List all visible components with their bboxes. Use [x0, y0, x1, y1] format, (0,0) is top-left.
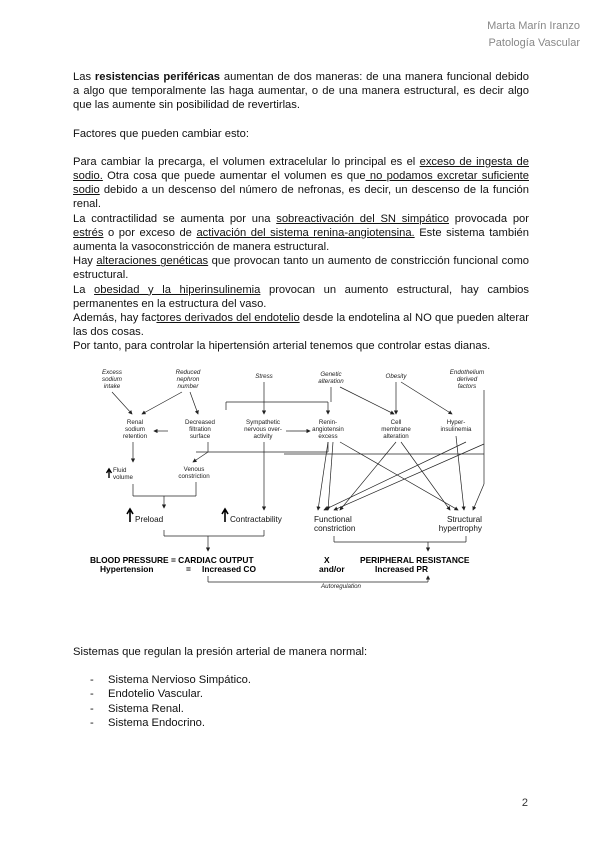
diagram-equation — [90, 555, 470, 590]
svg-text:derived: derived — [456, 376, 478, 383]
svg-text:Preload: Preload — [135, 515, 164, 524]
subject-name: Patología Vascular — [488, 37, 580, 49]
node-functional-constriction — [314, 515, 356, 533]
svg-text:Increased CO: Increased CO — [202, 564, 256, 574]
node-renal-sodium — [123, 419, 148, 440]
intro-bold-term: resistencias periféricas — [94, 71, 221, 83]
node-sympathetic — [244, 419, 282, 440]
diagram-connectors — [112, 382, 484, 582]
node-genetic — [318, 371, 344, 385]
svg-text:nervous over-: nervous over- — [244, 426, 282, 433]
svg-text:constriction: constriction — [314, 524, 356, 533]
svg-text:Reduced: Reduced — [175, 369, 201, 376]
node-reduced-nephron — [176, 369, 201, 390]
svg-text:Functional: Functional — [314, 515, 352, 524]
svg-text:Increased PR: Increased PR — [375, 564, 429, 574]
svg-text:sodium: sodium — [125, 426, 145, 433]
paragraph-contractility: La contractilidad se aumenta por una sobreactivación del SN simpático provocada por estrés o por exceso de activación del sistema renina-angiotensina. Este sistema también aumenta la vasoconstricción de manera estructural. — [73, 212, 530, 254]
svg-text:surface: surface — [189, 433, 211, 440]
svg-text:alteration: alteration — [318, 378, 344, 385]
list-item: - Sistema Nervioso Simpático. — [90, 674, 252, 687]
svg-text:BLOOD PRESSURE = CARDIAC OUTPU: BLOOD PRESSURE = CARDIAC OUTPUT — [90, 555, 254, 565]
hypertension-diagram — [78, 364, 518, 596]
paragraph-preload: Para cambiar la precarga, el volumen extracelular lo principal es el exceso de ingesta de sodio. Otra cosa que puede aumentar el volumen es que no podamos excretar suficiente sodio debido a un descenso del número de nefronas, es decir, un descenso de la función renal. — [73, 155, 529, 211]
paragraph-endothelium: Además, hay factores derivados del endotelio desde la endotelina al NO que pueden alterar las dos cosas. — [73, 312, 530, 339]
svg-text:Genetic: Genetic — [320, 371, 342, 378]
node-renin — [312, 419, 344, 440]
svg-text:intake: intake — [103, 383, 121, 390]
node-excess-sodium — [102, 369, 122, 390]
autoregulation-label: Autoregulation — [321, 583, 361, 590]
svg-text:alteration: alteration — [383, 433, 409, 440]
svg-text:factors: factors — [457, 383, 477, 390]
svg-text:filtration: filtration — [189, 426, 211, 433]
svg-text:activity: activity — [253, 433, 273, 440]
svg-text:=: = — [186, 564, 191, 574]
svg-text:Renin-: Renin- — [318, 419, 338, 426]
body-text — [73, 70, 529, 354]
page-number: 2 — [521, 797, 528, 809]
svg-text:Hypertension: Hypertension — [100, 564, 154, 574]
svg-text:Endothelium: Endothelium — [449, 369, 485, 376]
node-stress: Stress — [255, 373, 273, 380]
svg-text:Excess: Excess — [102, 369, 122, 376]
svg-text:volume: volume — [113, 474, 133, 481]
svg-text:Sympathetic: Sympathetic — [245, 419, 281, 426]
node-obesity: Obesity — [385, 373, 407, 380]
node-decreased-filtration — [185, 419, 215, 440]
svg-text:retention: retention — [122, 433, 148, 440]
node-endothelium — [450, 369, 484, 390]
svg-text:insulinemia: insulinemia — [440, 426, 472, 433]
intro-paragraph: Las resistencias periféricas aumentan de dos maneras: de una manera funcional debido a algo que temporalmente las haga aumentar, o de una manera estructural, es decir algo que las aumente sin posibilidad de revertirlas. — [73, 71, 529, 112]
author-name: Marta Marín Iranzo — [487, 20, 580, 32]
svg-text:nephron: nephron — [176, 376, 200, 383]
systems-list — [73, 673, 367, 730]
svg-text:membrane: membrane — [381, 426, 411, 433]
paragraph-conclusion: Por tanto, para controlar la hipertensión arterial tenemos que controlar estas dianas. — [73, 340, 491, 353]
svg-text:PERIPHERAL RESISTANCE: PERIPHERAL RESISTANCE — [360, 555, 470, 565]
svg-text:Contractability: Contractability — [230, 515, 282, 524]
node-hyperinsulinemia — [441, 419, 473, 433]
page-header — [487, 18, 580, 52]
svg-text:angiotensin: angiotensin — [312, 426, 344, 433]
svg-text:Structural: Structural — [446, 515, 482, 524]
factors-heading: Factores que pueden cambiar esto: — [73, 127, 249, 140]
svg-text:X: X — [324, 555, 330, 565]
list-item: - Sistema Endocrino. — [90, 716, 206, 729]
systems-section — [73, 645, 367, 730]
paragraph-genetic: Hay alteraciones genéticas que provocan tanto un aumento de constricción funcional como estructural. — [73, 255, 529, 282]
node-contractability — [222, 509, 283, 524]
list-item: - Sistema Renal. — [90, 702, 184, 715]
svg-text:Cell: Cell — [390, 419, 402, 426]
svg-text:hypertrophy: hypertrophy — [438, 524, 482, 533]
svg-text:Venous: Venous — [183, 466, 205, 473]
svg-text:Decreased: Decreased — [185, 419, 215, 426]
svg-text:excess: excess — [318, 433, 338, 440]
paragraph-obesity: La obesidad y la hiperinsulinemia provocan un aumento estructural, hay cambios permanentes en la estructura del vaso. — [73, 283, 529, 310]
node-preload — [127, 509, 164, 524]
node-venous-constriction — [178, 466, 210, 480]
node-fluid-volume — [107, 467, 134, 481]
node-structural-hypertrophy — [439, 515, 483, 533]
svg-text:Fluid: Fluid — [113, 467, 127, 474]
systems-heading: Sistemas que regulan la presión arterial de manera normal: — [73, 646, 368, 658]
svg-text:Renal: Renal — [126, 419, 144, 426]
svg-text:sodium: sodium — [102, 376, 122, 383]
svg-text:number: number — [177, 383, 199, 390]
svg-text:constriction: constriction — [178, 473, 210, 480]
list-item: - Endotelio Vascular. — [90, 688, 203, 701]
svg-text:Hyper-: Hyper- — [446, 419, 466, 426]
svg-text:and/or: and/or — [319, 564, 345, 574]
node-cell-membrane — [381, 419, 411, 440]
